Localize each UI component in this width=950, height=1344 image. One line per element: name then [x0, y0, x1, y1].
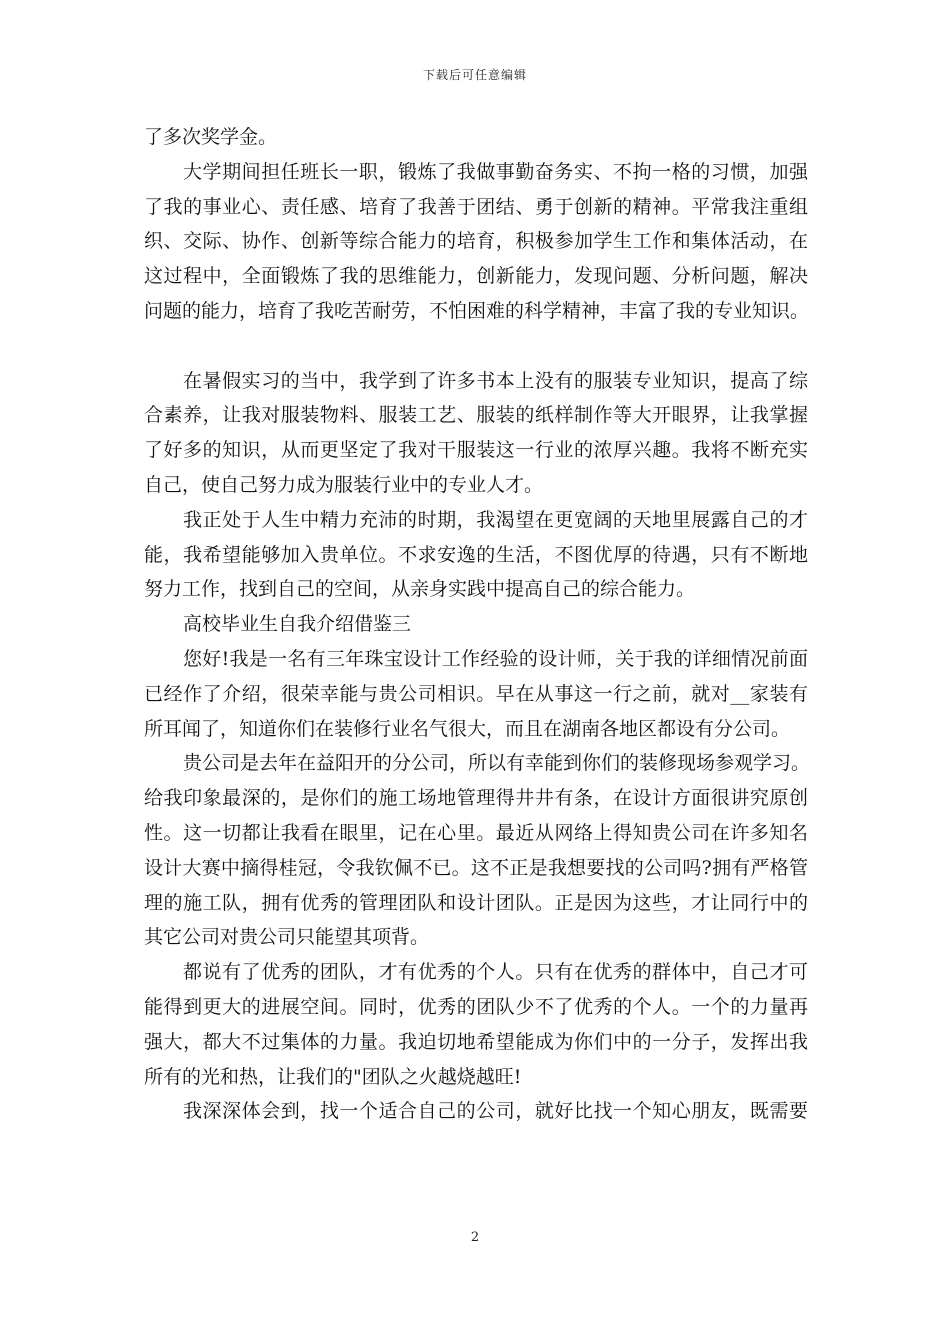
paragraph	[144, 364, 808, 503]
text-line: 强大，都大不过集体的力量。我迫切地希望能成为你们中的一分子，发挥出我	[144, 1030, 808, 1053]
text-line: 能得到更大的进展空间。同时，优秀的团队少不了优秀的个人。一个的力量再	[144, 995, 808, 1018]
text-line: 自己，使自己努力成为服装行业中的专业人才。	[144, 473, 544, 496]
text-line: 您好!我是一名有三年珠宝设计工作经验的设计师，关于我的详细情况前面	[183, 647, 808, 670]
text-line: 织、交际、协作、创新等综合能力的培育，积极参加学生工作和集体活动，在	[144, 230, 808, 253]
text-line: 这过程中，全面锻炼了我的思维能力，创新能力，发现问题、分析问题，解决	[144, 265, 808, 288]
text-line: 问题的能力，培育了我吃苦耐劳，不怕困难的科学精神，丰富了我的专业知识。	[144, 299, 810, 322]
text-line: 贵公司是去年在益阳开的分公司，所以有幸能到你们的装修现场参观学习。	[183, 752, 811, 775]
paragraph	[144, 503, 808, 607]
text-line: 所耳闻了，知道你们在装修行业名气很大，而且在湖南各地区都设有分公司。	[144, 717, 791, 740]
page-number: 2	[470, 1230, 480, 1245]
document-body	[144, 120, 811, 1129]
text-line: 给我印象最深的，是你们的施工场地管理得井井有条，在设计方面很讲究原创	[144, 787, 808, 810]
paragraph	[144, 120, 808, 155]
text-line: 设计大赛中摘得桂冠，令我钦佩不已。这不正是我想要找的公司吗?拥有严格管	[144, 856, 808, 879]
text-line: 努力工作，找到自己的空间，从亲身实践中提高自己的综合能力。	[144, 578, 696, 601]
text-line: 所有的光和热，让我们的"团队之火越烧越旺!	[144, 1065, 522, 1088]
text-line: 能，我希望能够加入贵单位。不求安逸的生活，不图优厚的待遇，只有不断地	[144, 543, 808, 566]
text-line: 了多次奖学金。	[144, 126, 278, 148]
text-line: 了好多的知识，从而更坚定了我对干服装这一行业的浓厚兴趣。我将不断充实	[144, 439, 808, 462]
page-header: 下载后可任意编辑	[422, 68, 527, 82]
text-line: 在暑假实习的当中，我学到了许多书本上没有的服装专业知识，提高了综	[183, 369, 808, 392]
paragraph	[144, 155, 808, 329]
paragraph	[144, 955, 808, 1094]
paragraph	[144, 642, 808, 746]
text-line: 其它公司对贵公司只能望其项背。	[144, 926, 430, 949]
text-line: 性。这一切都让我看在眼里，记在心里。最近从网络上得知贵公司在许多知名	[144, 821, 808, 844]
text-line: 合素养，让我对服装物料、服装工艺、服装的纸样制作等大开眼界，让我掌握	[144, 404, 808, 427]
paragraph	[144, 1094, 808, 1129]
text-line: 我正处于人生中精力充沛的时期，我渴望在更宽阔的天地里展露自己的才	[183, 508, 808, 531]
section-title	[144, 607, 808, 642]
text-line: 理的施工队，拥有优秀的管理团队和设计团队。正是因为这些，才让同行中的	[144, 891, 808, 914]
text-line: 都说有了优秀的团队，才有优秀的个人。只有在优秀的群体中，自己才可	[183, 961, 808, 984]
paragraph	[144, 746, 811, 955]
text-line: 已经作了介绍，很荣幸能与贵公司相识。早在从事这一行之前，就对__家装有	[144, 682, 808, 705]
text-line: 了我的事业心、责任感、培育了我善于团结、勇于创新的精神。平常我注重组	[144, 195, 808, 218]
paragraph-gap	[144, 329, 808, 364]
text-line: 我深深体会到，找一个适合自己的公司，就好比找一个知心朋友，既需要	[183, 1100, 808, 1123]
text-line: 大学期间担任班长一职，锻炼了我做事勤奋务实、不拘一格的习惯，加强	[183, 160, 808, 183]
text-line: 高校毕业生自我介绍借鉴三	[183, 613, 412, 636]
